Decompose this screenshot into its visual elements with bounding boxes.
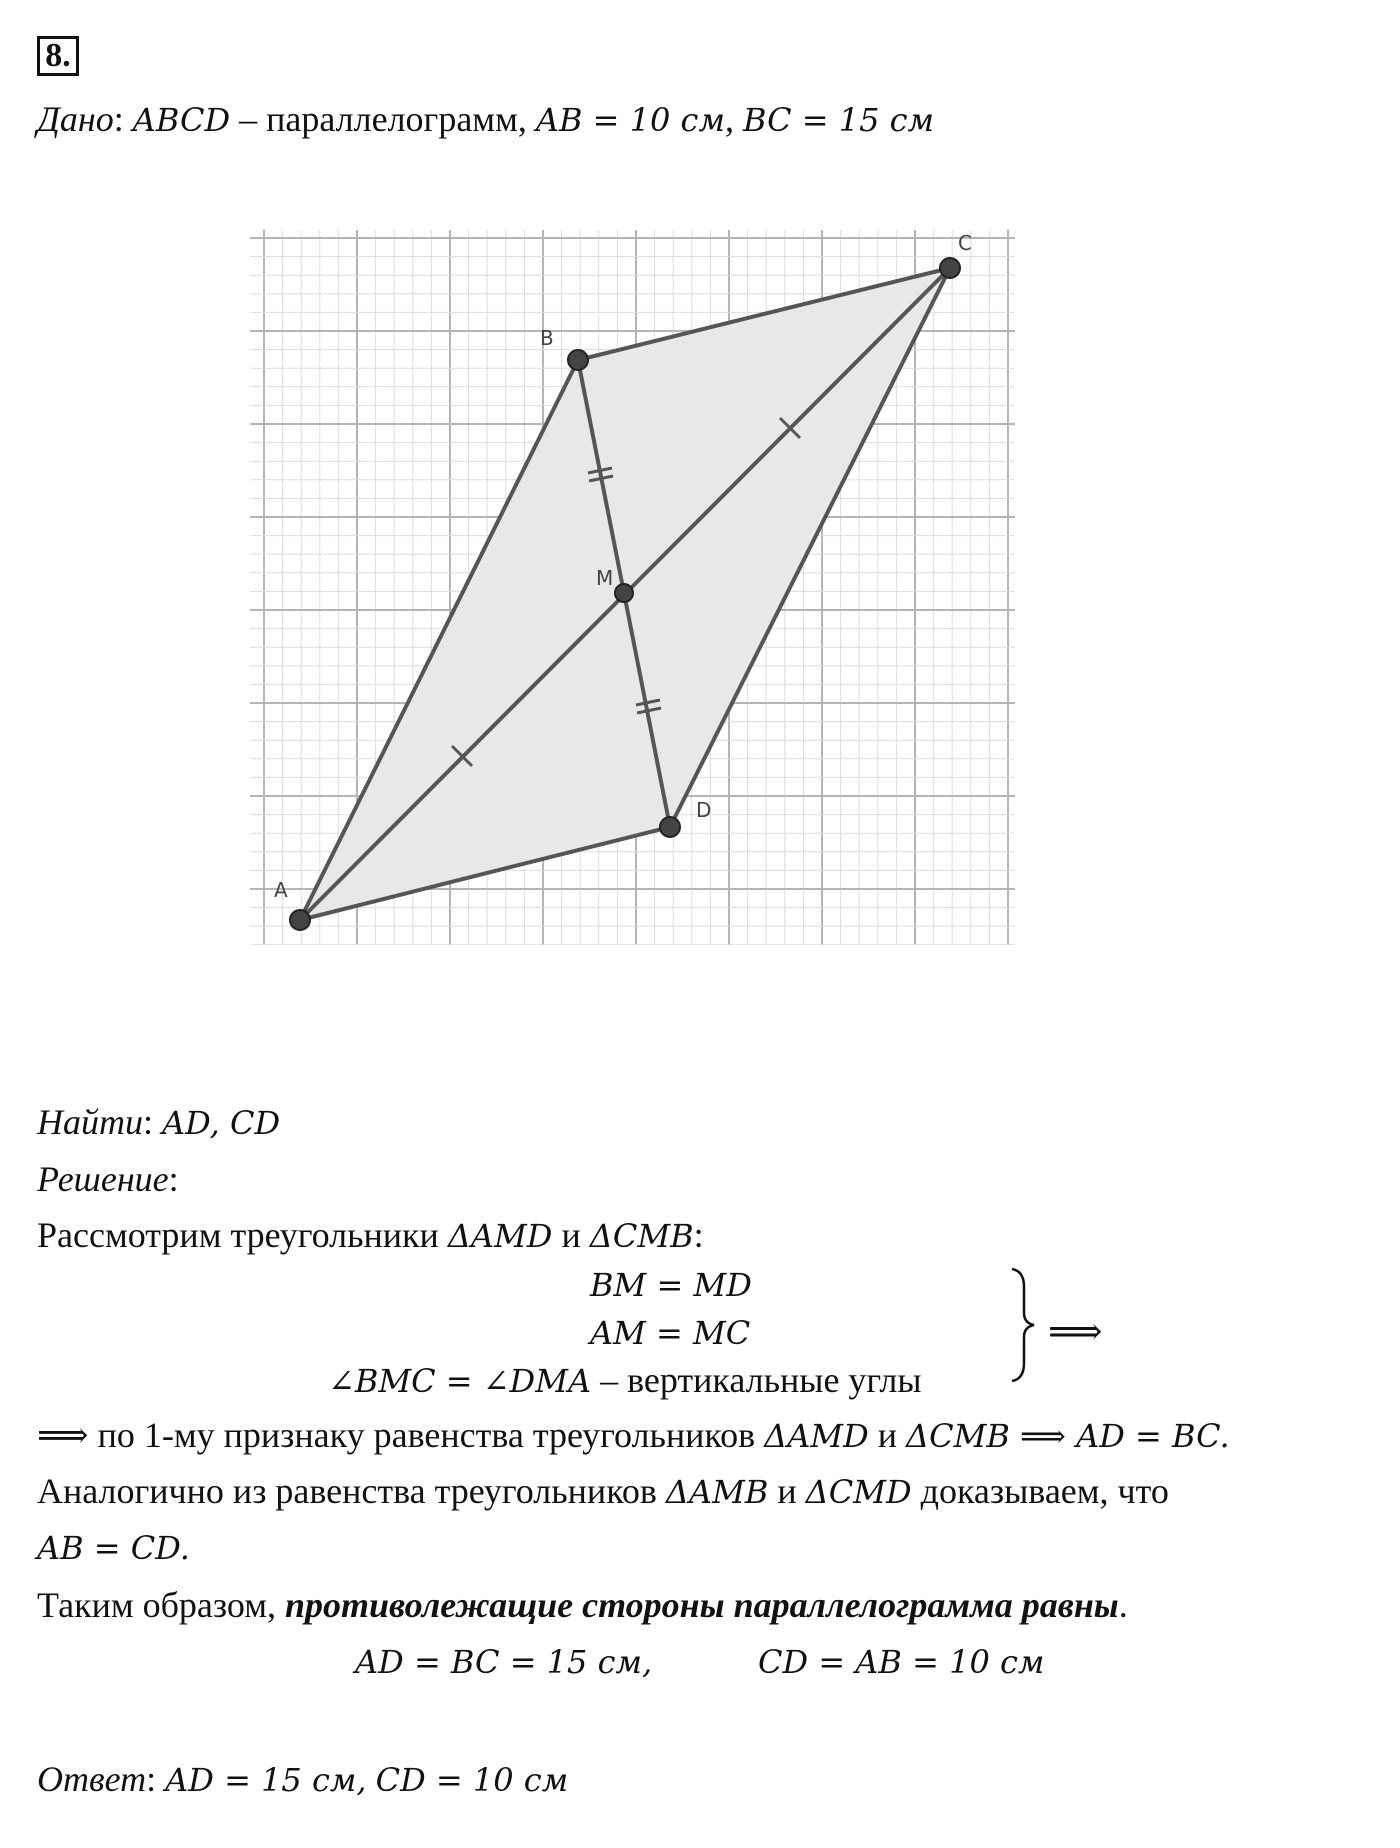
equation-bm-md [590,1262,752,1307]
implies-arrow: ⟹ [1048,1311,1103,1353]
eq2: AM = MC [590,1314,751,1352]
problem-number: 8. [37,36,79,76]
conclusion-line-1 [37,1413,1230,1458]
label-a: A [274,878,288,902]
line5-tri2: ΔCMD [805,1473,912,1511]
point-d [660,817,680,837]
given-colon: : [113,99,124,139]
line4-tri2: ΔCMB [905,1417,1010,1455]
line7-end: . [1118,1585,1128,1625]
consider-tri2: ΔCMB [589,1217,694,1255]
parallelogram-figure [230,210,1015,945]
answer-value-2: CD = 10 см [375,1761,569,1799]
point-m [615,584,633,602]
point-b [568,350,588,370]
line6: AB = CD. [37,1529,190,1567]
ab-cd-line [37,1525,190,1570]
label-m: M [596,566,614,590]
answer-value-1: AD = 15 см, [165,1761,367,1799]
consider-end: : [693,1215,704,1255]
label-b: B [540,326,554,350]
solution-label: Решение [37,1159,169,1199]
eq3-text: – вертикальные углы [591,1360,922,1400]
summary-line [37,1583,1128,1627]
given-label: Дано [37,99,114,139]
line7-pre: Таким образом, [37,1585,286,1625]
solution-label-line [37,1157,179,1201]
final-eq-2 [758,1639,1044,1684]
eq3-math: ∠BMC = ∠DMA [328,1362,592,1400]
solution-colon: : [168,1159,179,1199]
analogy-line [37,1469,1169,1514]
final-eq1: AD = BC = 15 см, [355,1643,653,1681]
consider-tri1: ΔAMD [447,1217,553,1255]
label-c: C [958,231,972,255]
consider-line [37,1213,704,1258]
line4-result: ⟹ AD = BC. [1009,1417,1230,1455]
find-colon: : [143,1102,163,1142]
system-implies [1048,1310,1102,1354]
line5-and: и [768,1471,806,1511]
find-line [37,1100,280,1145]
final-eq-1 [355,1639,652,1684]
answer-line [37,1757,568,1802]
label-d: D [696,798,712,822]
find-label: Найти [37,1102,143,1142]
system-brace [1008,1265,1036,1385]
line4-and: и [868,1415,906,1455]
given-comma: , [724,99,743,139]
line5-end: доказываем, что [911,1471,1169,1511]
line7-bold: противолежащие стороны параллелограмма равны [285,1585,1119,1625]
equation-am-mc [590,1310,750,1355]
eq1: BM = MD [590,1266,752,1304]
equation-angles [328,1358,922,1403]
answer-colon: : [146,1759,166,1799]
line4-tri1: ΔAMD [764,1417,869,1455]
line4-pre: ⟹ по 1-му признаку равенства треугольников [37,1415,765,1455]
final-eq2: CD = AB = 10 см [758,1643,1045,1681]
given-quad: ABCD [132,101,231,139]
consider-and: и [552,1215,590,1255]
point-c [940,258,960,278]
given-line [37,97,934,142]
line5-tri1: ΔAMB [665,1473,769,1511]
given-bc: BC = 15 см [742,101,935,139]
point-a [290,910,310,930]
line5-text: Аналогично из равенства треугольников [37,1471,666,1511]
given-dash-text: – параллелограмм, [230,99,536,139]
answer-label: Ответ [37,1759,147,1799]
given-ab: AB = 10 см [535,101,725,139]
consider-text: Рассмотрим треугольники [37,1215,448,1255]
find-value: AD, CD [162,1104,281,1142]
